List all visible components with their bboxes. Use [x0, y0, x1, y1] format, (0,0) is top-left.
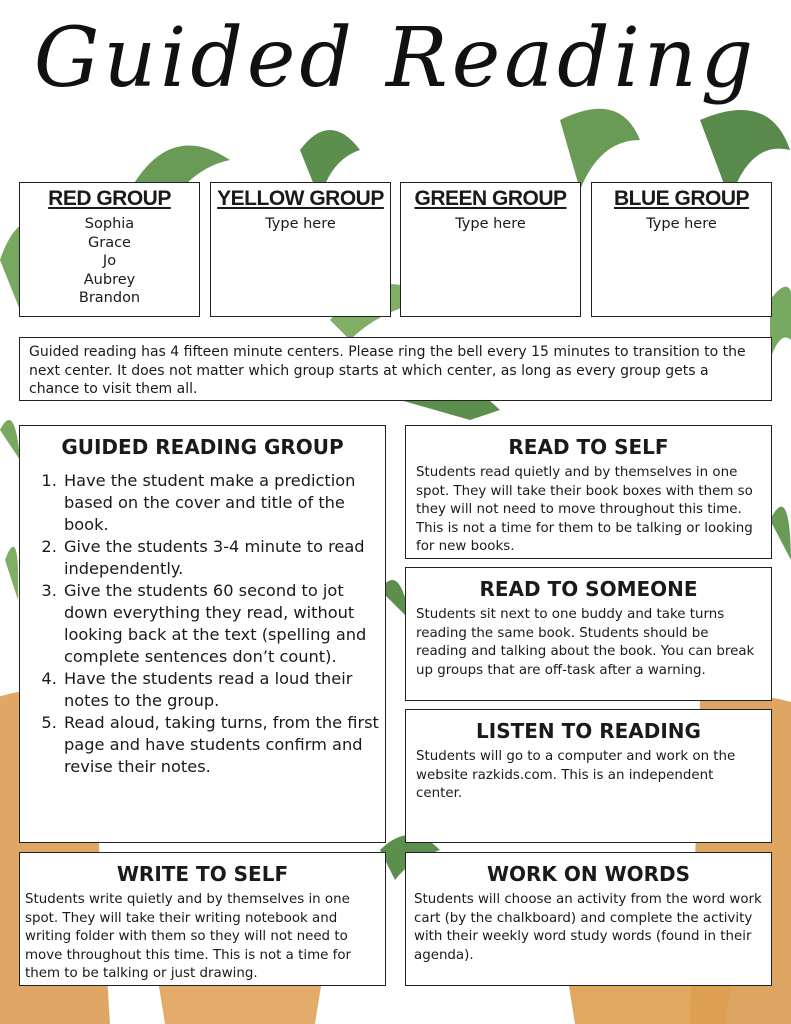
- write-to-self-title: WRITE TO SELF: [116, 862, 289, 886]
- listen-to-reading-box: [405, 709, 772, 843]
- blue-group-box: [591, 182, 772, 317]
- write-to-self-box: [19, 852, 386, 986]
- green-group-title: GREEN GROUP: [414, 187, 567, 210]
- page-title: Guided Reading: [33, 11, 758, 106]
- work-on-words-title: WORK ON WORDS: [486, 862, 691, 886]
- step-2: 2. Give the students 3-4 minute to read independently.: [62, 536, 379, 580]
- read-to-self-body: Students read quietly and by themselves in one spot. They will take their book boxes with them so they will not need to move throughout this time. This is not a time for them to be talking or looking for new books.: [416, 465, 753, 554]
- work-on-words-body: Students will choose an activity from the word work cart (by the chalkboard) and complete the activity with their weekly word study words (found in their agenda).: [414, 892, 762, 963]
- blue-group-title: BLUE GROUP: [613, 187, 749, 210]
- green-group-box: [400, 182, 581, 317]
- green-group-members[interactable]: Type here: [455, 216, 526, 232]
- red-group-members[interactable]: Sophia Grace Jo Aubrey Brandon: [78, 216, 141, 306]
- read-to-someone-box: [405, 567, 772, 701]
- step-5: 5. Read aloud, taking turns, from the first page and have students confirm and revise their notes.: [62, 712, 379, 778]
- red-group-title: RED GROUP: [48, 187, 171, 210]
- read-to-self-title: READ TO SELF: [508, 435, 669, 459]
- yellow-group-box: [210, 182, 391, 317]
- yellow-group-title: YELLOW GROUP: [217, 187, 384, 210]
- read-to-someone-body: Students sit next to one buddy and take turns reading the same book. Students should be reading and talking about the book. You can break up groups that are off-task after a warning.: [416, 607, 755, 678]
- intro-text: Guided reading has 4 fifteen minute centers. Please ring the bell every 15 minutes to transition to the next center. It does not matter which group starts at which center, as long as every group gets a chance to visit them all.: [29, 344, 746, 397]
- write-to-self-body: Students write quietly and by themselves in one spot. They will take their writing notebook and writing folder with them so they will not need to move throughout this time. This is not a time for them to be talking or just drawing.: [25, 892, 352, 981]
- listen-to-reading-body: Students will go to a computer and work on the website razkids.com. This is an independent center.: [416, 749, 736, 801]
- work-on-words-box: [405, 852, 772, 986]
- read-to-someone-title: READ TO SOMEONE: [479, 577, 698, 601]
- yellow-group-members[interactable]: Type here: [265, 216, 336, 232]
- step-1: 1. Have the student make a prediction based on the cover and title of the book.: [62, 470, 379, 536]
- step-4: 4. Have the students read a loud their notes to the group.: [62, 668, 379, 712]
- guided-reading-group-title: GUIDED READING GROUP: [61, 435, 344, 459]
- blue-group-members[interactable]: Type here: [646, 216, 717, 232]
- read-to-self-box: [405, 425, 772, 559]
- red-group-box: [19, 182, 200, 317]
- step-3: 3. Give the students 60 second to jot down everything they read, without looking back at the text (spelling and complete sentences don’t count).: [62, 580, 379, 668]
- intro-box: [19, 337, 772, 401]
- guided-reading-group-box: [19, 425, 386, 843]
- listen-to-reading-title: LISTEN TO READING: [476, 719, 701, 743]
- guided-reading-steps: [20, 470, 385, 778]
